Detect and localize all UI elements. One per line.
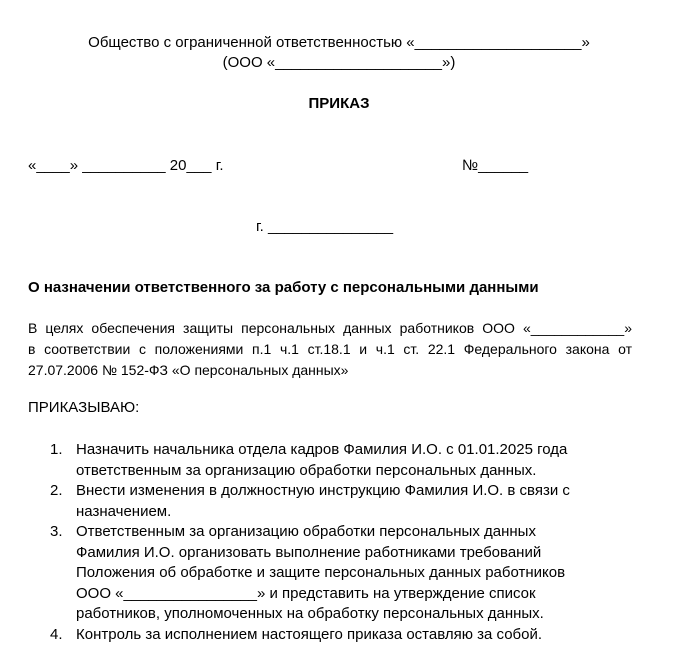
- item-text-line: ответственным за организацию обработки персональных данных.: [76, 461, 537, 479]
- list-item: [50, 625, 660, 646]
- city-line: г. _______________: [256, 218, 394, 235]
- item-number: 1.: [50, 441, 63, 458]
- item-text-line: назначением.: [76, 502, 172, 520]
- preamble-line: 27.07.2006 № 152-ФЗ «О персональных данных»: [28, 362, 349, 378]
- preamble-line: В целях обеспечения защиты персональных данных работников ООО «____________»: [28, 320, 632, 336]
- item-text-line: ООО «________________» и представить на утверждение список: [76, 584, 536, 602]
- preamble-line: в соответствии с положениями п.1 ч.1 ст.18.1 и ч.1 ст. 22.1 Федерального закона от: [28, 341, 632, 357]
- item-text-line: Внести изменения в должностную инструкцию Фамилия И.О. в связи с: [76, 482, 570, 499]
- order-number: №______: [462, 157, 529, 174]
- item-text-line: Контроль за исполнением настоящего приказа оставляю за собой.: [76, 625, 543, 643]
- order-word: ПРИКАЗЫВАЮ:: [28, 399, 140, 416]
- list-item: [50, 481, 660, 522]
- item-number: 3.: [50, 523, 63, 540]
- item-number: 4.: [50, 625, 63, 643]
- item-text-line: Назначить начальника отдела кадров Фамилия И.О. с 01.01.2025 года: [76, 441, 568, 458]
- item-text-line: Ответственным за организацию обработки персональных данных: [76, 523, 536, 540]
- organization-name: Общество с ограниченной ответственностью «____________________»: [88, 34, 590, 51]
- document-title: ПРИКАЗ: [308, 95, 370, 112]
- order-subject: О назначении ответственного за работу с персональными данными: [28, 279, 539, 296]
- item-text-line: работников, уполномоченных на обработку персональных данных.: [76, 605, 544, 622]
- item-text-line: Фамилия И.О. организовать выполнение работниками требований: [76, 543, 542, 561]
- list-item: [50, 522, 660, 625]
- list-item: [50, 440, 660, 481]
- order-date: «____» __________ 20___ г.: [28, 157, 224, 174]
- preamble: [28, 318, 632, 381]
- order-items-list: [50, 440, 660, 645]
- item-number: 2.: [50, 482, 63, 499]
- item-text-line: Положения об обработке и защите персональных данных работников: [76, 564, 566, 581]
- organization-short-name: (ООО «____________________»): [222, 54, 456, 71]
